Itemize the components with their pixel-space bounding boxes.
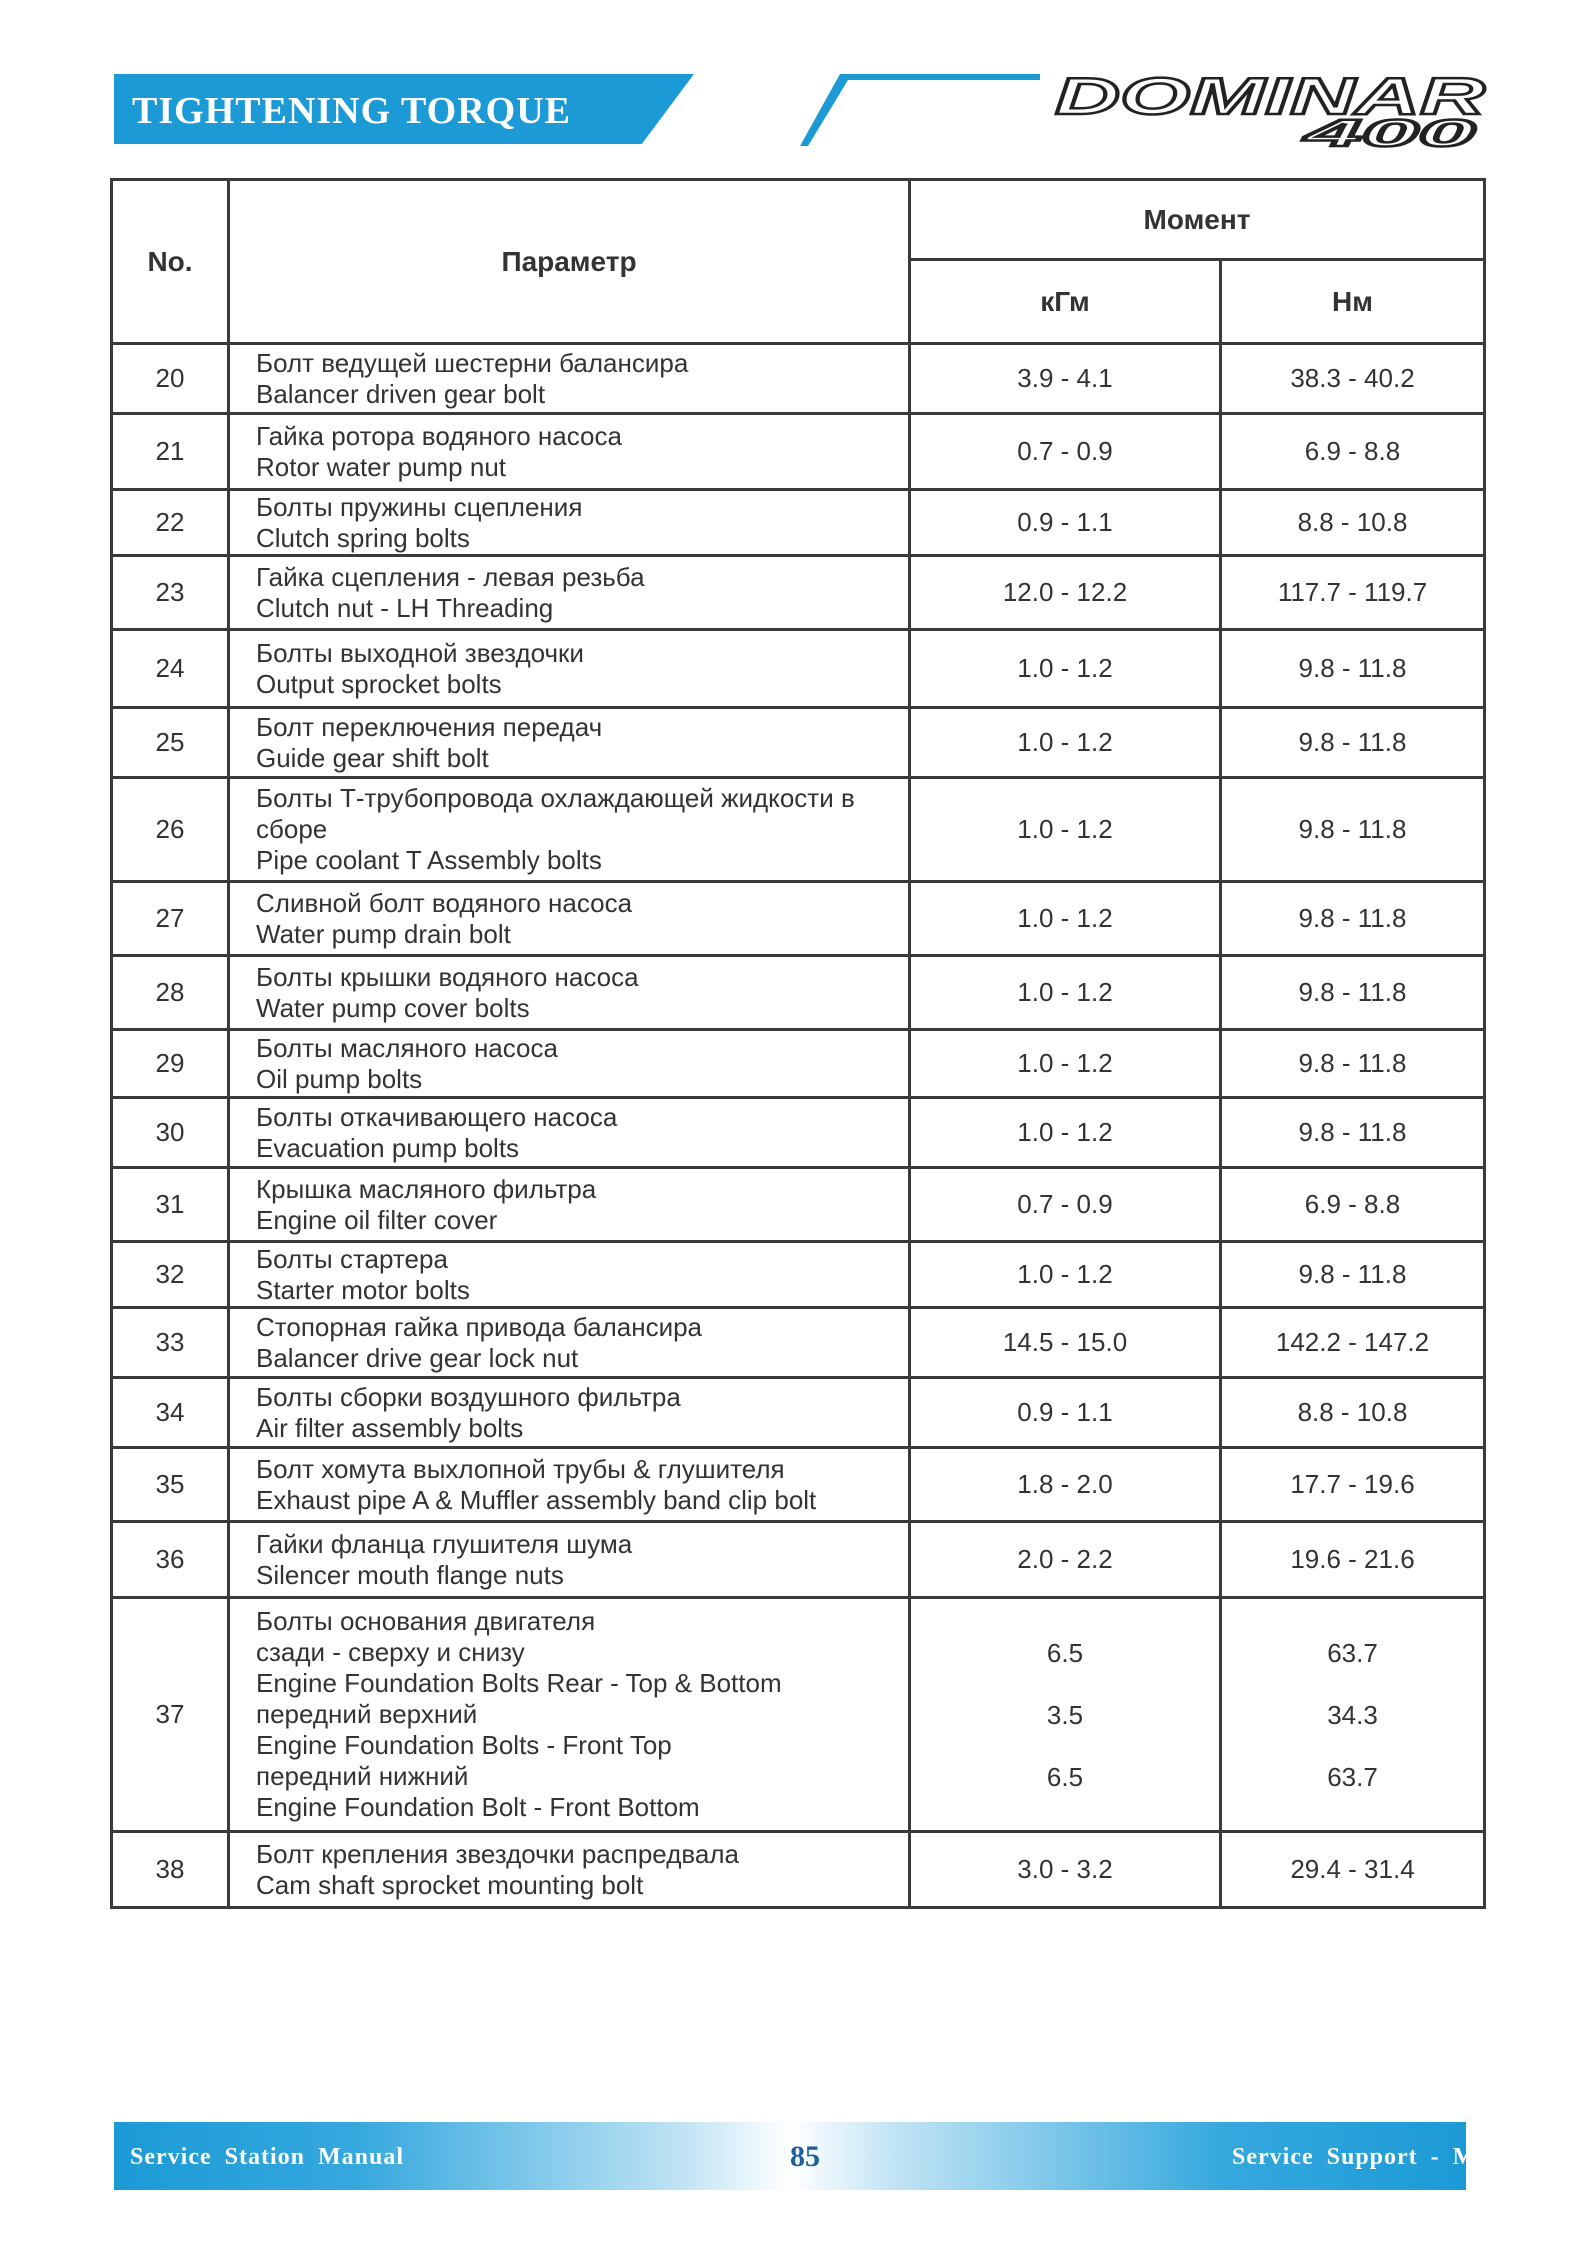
row-number: 31 — [112, 1168, 229, 1242]
kgm-value: 1.0 - 1.2 — [1017, 1048, 1113, 1078]
parameter-line: Evacuation pump bolts — [256, 1132, 520, 1163]
header-nm: Нм — [1221, 260, 1485, 344]
parameter-line: Engine Foundation Bolts - Front Top — [256, 1730, 672, 1760]
parameter-line: Water pump drain bolt — [256, 918, 511, 949]
parameter-line: Гайки фланца глушителя шума — [256, 1528, 633, 1559]
nm-value: 9.8 - 11.8 — [1298, 653, 1407, 683]
row-kgm-value — [910, 1098, 1221, 1168]
kgm-value: 1.0 - 1.2 — [1017, 653, 1113, 683]
parameter-line: Silencer mouth flange nuts — [256, 1559, 564, 1590]
parameter-line: передний верхний — [256, 1699, 478, 1729]
row-kgm-value — [910, 778, 1221, 882]
row-number: 23 — [112, 556, 229, 630]
row-parameter — [229, 414, 910, 490]
parameter-line: Гайка ротора водяного насоса — [256, 420, 622, 451]
kgm-value: 3.5 — [1046, 1699, 1084, 1730]
parameter-line: Стопорная гайка привода балансира — [256, 1311, 703, 1342]
row-number: 25 — [112, 708, 229, 778]
row-number: 29 — [112, 1030, 229, 1098]
kgm-value: 1.0 - 1.2 — [1017, 977, 1113, 1007]
parameter-line: Exhaust pipe A & Muffler assembly band clip bolt — [256, 1484, 817, 1515]
parameter-line: Крышка масляного фильтра — [256, 1173, 597, 1204]
page-number: 85 — [790, 2140, 820, 2173]
parameter-line: Engine Foundation Bolt - Front Bottom — [256, 1792, 700, 1822]
row-parameter — [229, 708, 910, 778]
table-row — [112, 882, 1485, 956]
nm-value: 63.7 — [1327, 1637, 1378, 1668]
parameter-line: Output sprocket bolts — [256, 668, 502, 699]
parameter-line: Rotor water pump nut — [256, 451, 507, 482]
nm-value: 6.9 - 8.8 — [1304, 436, 1401, 466]
table-row — [112, 708, 1485, 778]
row-parameter — [229, 630, 910, 708]
row-number: 34 — [112, 1378, 229, 1448]
nm-value: 9.8 - 11.8 — [1298, 1117, 1407, 1147]
parameter-line: Pipe coolant T Assembly bolts — [256, 845, 602, 875]
header-parameter: Параметр — [229, 180, 910, 344]
row-kgm-value — [910, 344, 1221, 414]
parameter-line: Болт переключения передач — [256, 711, 603, 742]
parameter-line: Clutch spring bolts — [256, 522, 470, 553]
row-nm-value — [1221, 490, 1485, 556]
brand-model: 400 — [1302, 113, 1475, 155]
parameter-line: Balancer drive gear lock nut — [256, 1342, 579, 1373]
row-kgm-value — [910, 1522, 1221, 1598]
parameter-line: Болт крепления звездочки распредвала — [256, 1838, 739, 1869]
nm-value: 117.7 - 119.7 — [1277, 577, 1428, 607]
row-kgm-value — [910, 1308, 1221, 1378]
row-parameter — [229, 1168, 910, 1242]
row-kgm-value — [910, 1030, 1221, 1098]
row-number: 21 — [112, 414, 229, 490]
table-row — [112, 1168, 1485, 1242]
row-parameter — [229, 1308, 910, 1378]
row-kgm-value — [910, 630, 1221, 708]
row-nm-value — [1221, 556, 1485, 630]
parameter-line: Engine Foundation Bolts Rear - Top & Bottom — [256, 1668, 782, 1698]
torque-table — [110, 178, 1486, 1909]
table-row — [112, 1598, 1485, 1832]
row-nm-value — [1221, 882, 1485, 956]
brand-logo — [1055, 68, 1495, 155]
row-number: 33 — [112, 1308, 229, 1378]
parameter-line: передний нижний — [256, 1761, 469, 1791]
kgm-value: 1.0 - 1.2 — [1017, 1259, 1113, 1289]
row-parameter — [229, 1378, 910, 1448]
nm-value: 9.8 - 11.8 — [1298, 977, 1407, 1007]
table-row — [112, 490, 1485, 556]
parameter-line: Гайка сцепления - левая резьба — [256, 561, 645, 592]
row-nm-value — [1221, 414, 1485, 490]
parameter-line: Болты крышки водяного насоса — [256, 961, 639, 992]
row-kgm-value — [910, 556, 1221, 630]
parameter-line: Engine oil filter cover — [256, 1204, 498, 1235]
torque-table-body — [112, 344, 1485, 1908]
row-nm-value — [1221, 344, 1485, 414]
table-row — [112, 1098, 1485, 1168]
row-parameter — [229, 1242, 910, 1308]
row-nm-value — [1221, 1522, 1485, 1598]
row-nm-value — [1221, 778, 1485, 882]
parameter-line: Water pump cover bolts — [256, 992, 530, 1023]
row-parameter — [229, 882, 910, 956]
table-row — [112, 956, 1485, 1030]
nm-value: 63.7 — [1327, 1761, 1378, 1792]
row-parameter — [229, 1832, 910, 1908]
nm-value: 34.3 — [1327, 1699, 1378, 1730]
row-number: 28 — [112, 956, 229, 1030]
row-nm-value — [1221, 1168, 1485, 1242]
nm-value: 19.6 - 21.6 — [1290, 1544, 1415, 1574]
row-nm-value — [1221, 1030, 1485, 1098]
row-kgm-value — [910, 1378, 1221, 1448]
row-number: 32 — [112, 1242, 229, 1308]
parameter-line: Болты Т-трубопровода охлаждающей жидкости в — [256, 783, 855, 813]
parameter-line: Болты откачивающего насоса — [256, 1101, 618, 1132]
nm-value: 9.8 - 11.8 — [1298, 814, 1407, 844]
parameter-line: Болты сборки воздушного фильтра — [256, 1381, 681, 1412]
nm-value: 142.2 - 147.2 — [1275, 1327, 1430, 1357]
row-number: 30 — [112, 1098, 229, 1168]
nm-value: 8.8 - 10.8 — [1297, 1397, 1408, 1427]
table-row — [112, 414, 1485, 490]
nm-value: 29.4 - 31.4 — [1290, 1854, 1415, 1884]
row-kgm-value — [910, 956, 1221, 1030]
row-kgm-value — [910, 414, 1221, 490]
parameter-line: сборе — [256, 814, 328, 844]
brand-name: DOMINAR — [1055, 68, 1486, 126]
footer-manual-title: Service Station Manual — [130, 2144, 404, 2170]
row-kgm-value — [910, 1598, 1221, 1832]
row-kgm-value — [910, 1242, 1221, 1308]
row-nm-value — [1221, 1832, 1485, 1908]
row-kgm-value — [910, 882, 1221, 956]
row-kgm-value — [910, 1832, 1221, 1908]
row-kgm-value — [910, 1168, 1221, 1242]
kgm-value: 6.5 — [1046, 1761, 1084, 1792]
nm-value: 6.9 - 8.8 — [1304, 1189, 1401, 1219]
row-number: 38 — [112, 1832, 229, 1908]
row-parameter — [229, 1448, 910, 1522]
table-row — [112, 630, 1485, 708]
kgm-value: 6.5 — [1046, 1637, 1084, 1668]
table-row — [112, 344, 1485, 414]
header-kgm: кГм — [910, 260, 1221, 344]
row-kgm-value — [910, 708, 1221, 778]
row-number: 26 — [112, 778, 229, 882]
row-parameter — [229, 1098, 910, 1168]
row-number: 36 — [112, 1522, 229, 1598]
row-parameter — [229, 778, 910, 882]
parameter-line: Болты основания двигателя — [256, 1606, 596, 1636]
table-row — [112, 1030, 1485, 1098]
kgm-value: 1.0 - 1.2 — [1017, 903, 1113, 933]
header-torque: Момент — [910, 180, 1485, 260]
table-row — [112, 556, 1485, 630]
kgm-value: 1.0 - 1.2 — [1017, 727, 1113, 757]
parameter-line: Болты масляного насоса — [256, 1032, 558, 1063]
row-parameter — [229, 956, 910, 1030]
table-row — [112, 778, 1485, 882]
parameter-line: Cam shaft sprocket mounting bolt — [256, 1869, 644, 1900]
nm-value: 17.7 - 19.6 — [1290, 1469, 1415, 1499]
kgm-value: 0.9 - 1.1 — [1017, 507, 1113, 537]
kgm-value: 0.7 - 0.9 — [1017, 436, 1113, 466]
row-parameter — [229, 556, 910, 630]
parameter-line: Clutch nut - LH Threading — [256, 592, 554, 623]
kgm-value: 2.0 - 2.2 — [1017, 1544, 1113, 1574]
table-row — [112, 1522, 1485, 1598]
parameter-line: Oil pump bolts — [256, 1063, 423, 1094]
parameter-line: Болты пружины сцепления — [256, 491, 583, 522]
kgm-value: 1.0 - 1.2 — [1017, 1117, 1113, 1147]
row-number: 22 — [112, 490, 229, 556]
kgm-value: 3.9 - 4.1 — [1017, 363, 1113, 393]
row-number: 35 — [112, 1448, 229, 1522]
parameter-line: Болты стартера — [256, 1243, 448, 1274]
row-nm-value — [1221, 630, 1485, 708]
row-nm-value — [1221, 1378, 1485, 1448]
row-number: 20 — [112, 344, 229, 414]
table-row — [112, 1242, 1485, 1308]
row-parameter — [229, 1030, 910, 1098]
table-row — [112, 1308, 1485, 1378]
nm-value: 8.8 - 10.8 — [1297, 507, 1408, 537]
parameter-line: Сливной болт водяного насоса — [256, 887, 633, 918]
row-parameter — [229, 344, 910, 414]
parameter-line: Air filter assembly bolts — [256, 1412, 524, 1443]
row-number: 37 — [112, 1598, 229, 1832]
table-row — [112, 1378, 1485, 1448]
nm-value: 38.3 - 40.2 — [1290, 363, 1415, 393]
parameter-line: Guide gear shift bolt — [256, 742, 489, 773]
parameter-line: сзади - сверху и снизу — [256, 1637, 525, 1667]
header-accent-stripe — [640, 74, 1040, 146]
row-kgm-value — [910, 490, 1221, 556]
kgm-value: 3.0 - 3.2 — [1017, 1854, 1113, 1884]
header-no: No. — [112, 180, 229, 344]
nm-value: 9.8 - 11.8 — [1298, 727, 1407, 757]
nm-value: 9.8 - 11.8 — [1298, 1259, 1407, 1289]
kgm-value: 0.7 - 0.9 — [1017, 1189, 1113, 1219]
kgm-value: 1.8 - 2.0 — [1017, 1469, 1113, 1499]
row-parameter — [229, 1598, 910, 1832]
row-nm-value — [1221, 1598, 1485, 1832]
row-nm-value — [1221, 708, 1485, 778]
parameter-line: Balancer driven gear bolt — [256, 378, 546, 409]
row-nm-value — [1221, 1448, 1485, 1522]
parameter-line: Болт ведущей шестерни балансира — [256, 347, 689, 378]
parameter-line: Starter motor bolts — [256, 1274, 470, 1305]
row-number: 24 — [112, 630, 229, 708]
row-nm-value — [1221, 1308, 1485, 1378]
kgm-value: 12.0 - 12.2 — [1002, 577, 1128, 607]
row-parameter — [229, 1522, 910, 1598]
kgm-value: 0.9 - 1.1 — [1017, 1397, 1113, 1427]
nm-value: 9.8 - 11.8 — [1298, 1048, 1407, 1078]
row-number: 27 — [112, 882, 229, 956]
row-nm-value — [1221, 1242, 1485, 1308]
row-nm-value — [1221, 956, 1485, 1030]
page-title: TIGHTENING TORQUE — [132, 90, 571, 132]
table-row — [112, 1448, 1485, 1522]
table-row — [112, 1832, 1485, 1908]
kgm-value: 14.5 - 15.0 — [1002, 1327, 1128, 1357]
footer-support-label: Service Support - M/C — [1232, 2144, 1503, 2170]
row-kgm-value — [910, 1448, 1221, 1522]
nm-value: 9.8 - 11.8 — [1298, 903, 1407, 933]
parameter-line: Болт хомута выхлопной трубы & глушителя — [256, 1453, 785, 1484]
parameter-line: Болты выходной звездочки — [256, 637, 584, 668]
kgm-value: 1.0 - 1.2 — [1017, 814, 1113, 844]
row-parameter — [229, 490, 910, 556]
row-nm-value — [1221, 1098, 1485, 1168]
